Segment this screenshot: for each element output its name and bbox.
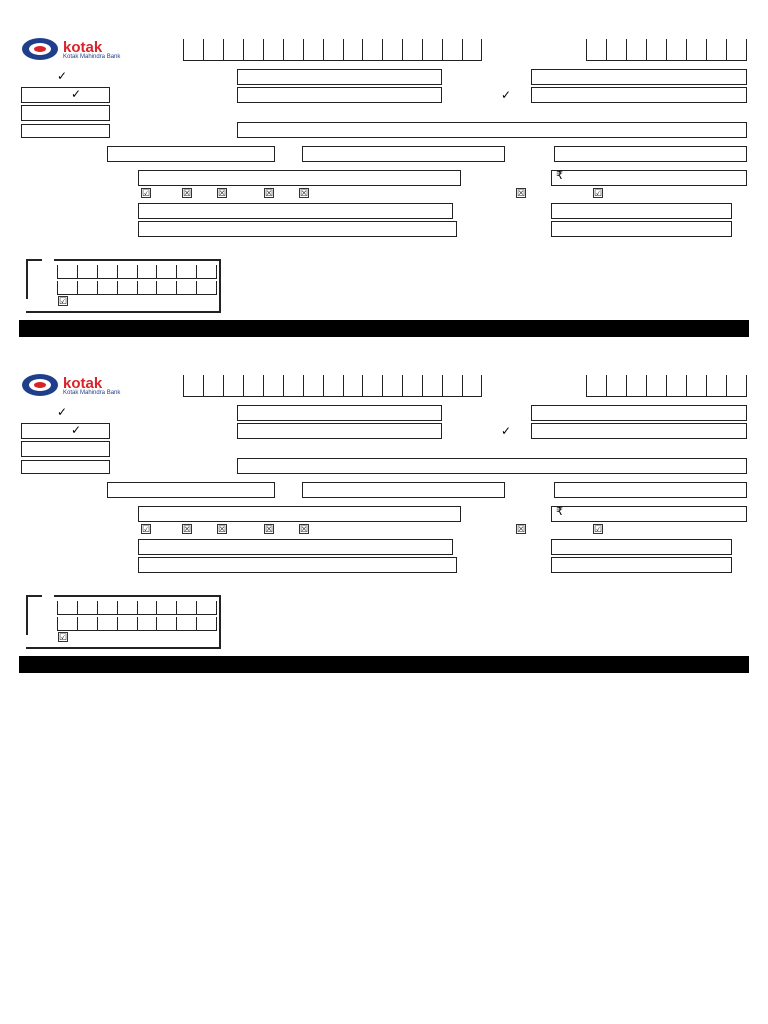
date-grid[interactable]	[586, 375, 747, 397]
address-field[interactable]	[237, 122, 747, 138]
bank-subtitle: Kotak Mahindra Bank	[63, 54, 121, 60]
panel-grid-1[interactable]	[57, 601, 217, 615]
amount-words-field[interactable]	[138, 506, 461, 522]
checkbox-4[interactable]: ☒	[265, 524, 274, 534]
field-row3-c[interactable]	[554, 482, 747, 498]
field-row3-b[interactable]	[302, 482, 505, 498]
field-left-3[interactable]	[21, 460, 110, 474]
bank-name: kotak	[63, 375, 103, 392]
panel-grid-1[interactable]	[57, 265, 217, 279]
panel-top-rule	[54, 259, 221, 261]
field-row3-b[interactable]	[302, 146, 505, 162]
account-number-grid[interactable]	[183, 39, 482, 61]
name-field[interactable]	[237, 69, 442, 85]
account-name-field[interactable]	[237, 423, 442, 439]
checkbox-3[interactable]: ☒	[218, 188, 227, 198]
field-row5-b[interactable]	[551, 203, 732, 219]
field-row5-b[interactable]	[551, 539, 732, 555]
kotak-logo-icon	[22, 374, 58, 396]
bank-name: kotak	[63, 39, 103, 56]
field-row5-a[interactable]	[138, 539, 453, 555]
name-field[interactable]	[237, 405, 442, 421]
checkbox-2[interactable]: ☒	[183, 188, 192, 198]
black-bar	[19, 656, 749, 673]
account-number-grid[interactable]	[183, 375, 482, 397]
bank-subtitle: Kotak Mahindra Bank	[63, 390, 121, 396]
check-mark-icon: ✓	[71, 423, 82, 437]
right-field-2[interactable]	[531, 87, 747, 103]
field-left-3[interactable]	[21, 124, 110, 138]
amount-field[interactable]	[551, 170, 747, 186]
deposit-slip-2	[0, 336, 768, 676]
right-field-2[interactable]	[531, 423, 747, 439]
checkbox-7[interactable]: ☑	[594, 188, 603, 198]
checkbox-5[interactable]: ☒	[300, 188, 309, 198]
checkbox-1[interactable]: ☑	[142, 524, 151, 534]
rupee-icon: ₹	[556, 506, 563, 518]
amount-field[interactable]	[551, 506, 747, 522]
panel-top-rule	[54, 595, 221, 597]
field-left-1[interactable]	[21, 87, 110, 103]
field-left-1[interactable]	[21, 423, 110, 439]
panel-checkbox[interactable]: ☑	[59, 296, 68, 306]
checkbox-7[interactable]: ☑	[594, 524, 603, 534]
right-field-1[interactable]	[531, 69, 747, 85]
check-mark-icon: ✓	[57, 405, 68, 419]
check-mark-icon: ✓	[71, 87, 82, 101]
checkbox-6[interactable]: ☒	[517, 188, 526, 198]
field-row3-c[interactable]	[554, 146, 747, 162]
field-row3-a[interactable]	[107, 146, 275, 162]
field-row5-a[interactable]	[138, 203, 453, 219]
field-row3-a[interactable]	[107, 482, 275, 498]
deposit-slip-1	[0, 0, 768, 340]
field-left-2[interactable]	[21, 441, 110, 457]
checkbox-4[interactable]: ☒	[265, 188, 274, 198]
check-mark-icon: ✓	[57, 69, 68, 83]
panel-checkbox[interactable]: ☑	[59, 632, 68, 642]
black-bar	[19, 320, 749, 337]
kotak-logo-icon	[22, 38, 58, 60]
date-grid[interactable]	[586, 39, 747, 61]
check-mark-icon: ✓	[501, 88, 512, 102]
field-row6-b[interactable]	[551, 557, 732, 573]
field-row6-a[interactable]	[138, 557, 457, 573]
checkbox-6[interactable]: ☒	[517, 524, 526, 534]
field-row6-b[interactable]	[551, 221, 732, 237]
checkbox-3[interactable]: ☒	[218, 524, 227, 534]
field-row6-a[interactable]	[138, 221, 457, 237]
check-mark-icon: ✓	[501, 424, 512, 438]
address-field[interactable]	[237, 458, 747, 474]
checkbox-1[interactable]: ☑	[142, 188, 151, 198]
checkbox-5[interactable]: ☒	[300, 524, 309, 534]
field-left-2[interactable]	[21, 105, 110, 121]
panel-grid-2[interactable]	[57, 281, 217, 295]
checkbox-2[interactable]: ☒	[183, 524, 192, 534]
amount-words-field[interactable]	[138, 170, 461, 186]
right-field-1[interactable]	[531, 405, 747, 421]
panel-grid-2[interactable]	[57, 617, 217, 631]
account-name-field[interactable]	[237, 87, 442, 103]
rupee-icon: ₹	[556, 170, 563, 182]
